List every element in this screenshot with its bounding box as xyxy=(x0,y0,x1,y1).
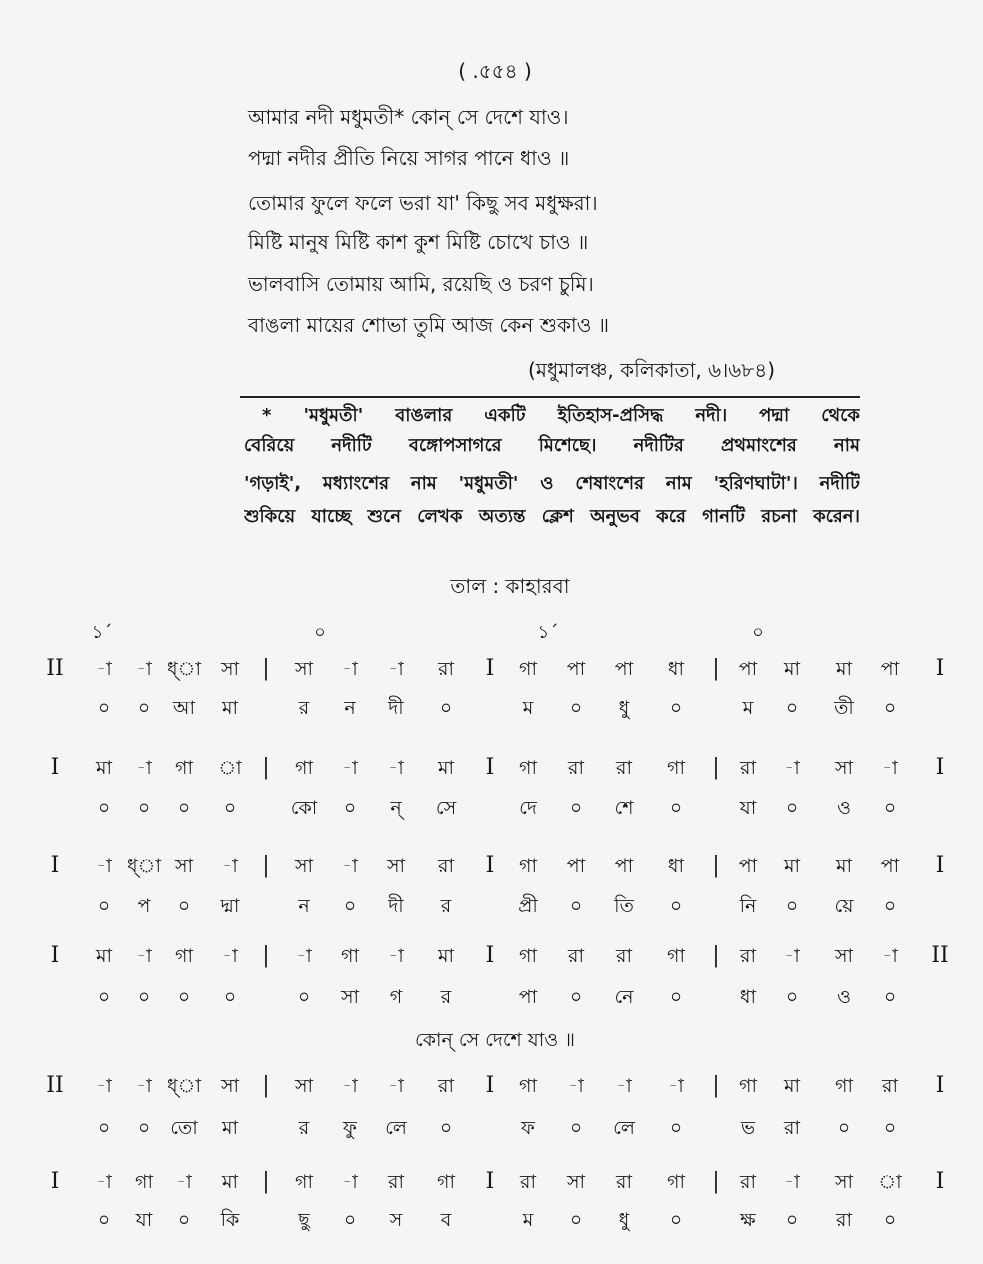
swara-note: রা xyxy=(740,945,756,967)
swara-note: া xyxy=(218,757,242,779)
swara-note: গা xyxy=(667,1171,685,1193)
lyric-syllable: ০ xyxy=(97,986,111,1008)
lyric-syllable: দ্মা xyxy=(220,895,240,917)
lyric-syllable: ০ xyxy=(569,697,583,719)
lyric-syllable: ০ xyxy=(97,1117,111,1139)
lyric-syllable: র xyxy=(298,1117,310,1139)
swara-note: রা xyxy=(740,757,756,779)
lyric-syllable: ধা xyxy=(739,986,757,1008)
lyric-syllable: র xyxy=(440,986,452,1008)
swara-note: মা xyxy=(835,658,853,680)
lyric-line: বাঙলা মায়ের শোভা তুমি আজ কেন শুকাও ॥ xyxy=(248,313,610,337)
bar-line: II xyxy=(46,656,64,681)
bar-line: I xyxy=(935,1169,945,1194)
swara-note: মা xyxy=(783,1075,801,1097)
bar-line: | xyxy=(262,1073,270,1098)
swara-note: -া xyxy=(296,945,312,967)
lyric-syllable: রা xyxy=(784,1117,800,1139)
bar-line: | xyxy=(712,755,720,780)
lyric-syllable: ০ xyxy=(97,797,111,819)
bar-line: | xyxy=(262,755,270,780)
bar-line: | xyxy=(262,853,270,878)
lyric-syllable: তি xyxy=(614,895,634,917)
lyric-syllable: ০ xyxy=(669,797,683,819)
lyric-syllable: তো xyxy=(170,1117,198,1139)
swara-note: গা xyxy=(295,757,313,779)
lyric-syllable: ০ xyxy=(569,895,583,917)
swara-note: রা xyxy=(438,1075,454,1097)
lyric-syllable: ধু xyxy=(618,697,630,719)
lyric-syllable: ফু xyxy=(343,1117,357,1139)
swara-note: সা xyxy=(220,1075,240,1097)
lyric-syllable: ন xyxy=(298,895,310,917)
lyric-syllable: ০ xyxy=(223,797,237,819)
lyric-syllable: ফ xyxy=(521,1117,535,1139)
lyric-syllable: পা xyxy=(518,986,538,1008)
swara-note: রা xyxy=(616,1171,632,1193)
swara-note: -া xyxy=(222,855,238,877)
lyric-syllable: ০ xyxy=(137,697,151,719)
swara-note: মা xyxy=(95,945,113,967)
swara-note: -া xyxy=(388,1075,404,1097)
bar-line: | xyxy=(712,1169,720,1194)
lyric-syllable: গ xyxy=(389,986,403,1008)
lyric-line: আমার নদী মধুমতী* কোন্ সে দেশে যাও। xyxy=(248,105,569,129)
swara-note: -া xyxy=(136,1075,152,1097)
lyric-syllable: ছু xyxy=(298,1209,310,1231)
lyric-syllable: ০ xyxy=(177,986,191,1008)
swara-note: -া xyxy=(668,1075,684,1097)
bar-line: | xyxy=(712,656,720,681)
swara-note: মা xyxy=(835,855,853,877)
lyric-line: তোমার ফুলে ফলে ভরা যা' কিছু সব মধুক্ষরা। xyxy=(248,191,598,215)
lyric-syllable: ০ xyxy=(137,797,151,819)
lyric-syllable: ০ xyxy=(97,697,111,719)
lyric-syllable: ০ xyxy=(669,986,683,1008)
swara-note: গা xyxy=(519,945,537,967)
swara-note: ধ্া xyxy=(167,658,201,680)
swara-note: গা xyxy=(667,757,685,779)
swara-note: -া xyxy=(96,658,112,680)
bar-line: I xyxy=(485,1073,495,1098)
bar-line: I xyxy=(935,1073,945,1098)
page-number: ( .৫৫৪ ) xyxy=(458,59,532,83)
swara-note: গা xyxy=(341,945,359,967)
lyric-syllable: মা xyxy=(221,1117,239,1139)
lyric-syllable: ০ xyxy=(883,986,897,1008)
swara-note: -া xyxy=(784,945,800,967)
footnote-line: বেরিয়ে নদীটি বঙ্গোপসাগরে মিশেছে। নদীটির প্রথমাংশের নাম xyxy=(244,435,860,456)
lyric-syllable: কি xyxy=(220,1209,240,1231)
lyric-syllable: ০ xyxy=(883,797,897,819)
swara-note: পা xyxy=(614,855,634,877)
swara-note: মা xyxy=(437,757,455,779)
tala-heading: তাল : কাহারবা xyxy=(450,574,570,598)
bar-line: I xyxy=(935,853,945,878)
lyric-syllable: লে xyxy=(385,1117,407,1139)
lyric-syllable: ০ xyxy=(883,1117,897,1139)
swara-note: -া xyxy=(342,1075,358,1097)
lyric-syllable: র xyxy=(440,895,452,917)
bar-line: I xyxy=(485,1169,495,1194)
swara-note: রা xyxy=(438,658,454,680)
swara-note: -া xyxy=(388,757,404,779)
lyric-syllable: যা xyxy=(739,797,757,819)
beat-marker: ০ xyxy=(314,622,326,643)
bar-line: | xyxy=(262,1169,270,1194)
lyric-syllable: দে xyxy=(519,797,537,819)
swara-note: গা xyxy=(519,855,537,877)
lyric-syllable: স xyxy=(389,1209,403,1231)
lyric-line: পদ্মা নদীর প্রীতি নিয়ে সাগর পানে ধাও ॥ xyxy=(248,146,570,170)
lyric-syllable: সা xyxy=(340,986,360,1008)
bar-line: | xyxy=(712,1073,720,1098)
lyric-syllable: যা xyxy=(135,1209,153,1231)
swara-note: সা xyxy=(566,1171,586,1193)
lyric-syllable: ০ xyxy=(97,895,111,917)
lyric-syllable: ন xyxy=(344,697,356,719)
swara-note: -া xyxy=(784,757,800,779)
swara-note: গা xyxy=(667,945,685,967)
lyric-syllable: শে xyxy=(614,797,634,819)
lyric-syllable: ০ xyxy=(137,1117,151,1139)
bar-line: I xyxy=(50,1169,60,1194)
footnote-line: শুকিয়ে যাচ্ছে শুনে লেখক অত্যন্ত ক্লেশ অনুভব করে গানটি রচনা করেন। xyxy=(244,506,860,527)
bar-line: II xyxy=(46,1073,64,1098)
swara-note: -া xyxy=(388,658,404,680)
swara-note: সা xyxy=(220,658,240,680)
lyric-syllable: ০ xyxy=(569,1117,583,1139)
bar-line: | xyxy=(262,943,270,968)
lyric-syllable: ০ xyxy=(669,697,683,719)
bar-line: I xyxy=(485,755,495,780)
bar-line: I xyxy=(485,656,495,681)
swara-note: পা xyxy=(738,855,758,877)
swara-note: সা xyxy=(174,855,194,877)
lyric-syllable: ০ xyxy=(137,986,151,1008)
lyric-line: ভালবাসি তোমায় আমি, রয়েছি ও চরণ চুমি। xyxy=(248,272,594,296)
lyric-syllable: প্রী xyxy=(518,895,538,917)
lyric-syllable: ০ xyxy=(883,697,897,719)
lyric-syllable: আ xyxy=(172,697,196,719)
swara-note: -া xyxy=(96,1171,112,1193)
swara-note: পা xyxy=(566,855,586,877)
lyric-syllable: দী xyxy=(388,697,404,719)
lyric-syllable: ০ xyxy=(343,895,357,917)
swara-note: রা xyxy=(438,855,454,877)
lyric-syllable: ০ xyxy=(785,986,799,1008)
bar-line: II xyxy=(931,943,949,968)
lyric-syllable: মা xyxy=(221,697,239,719)
refrain-line: কোন্ সে দেশে যাও ॥ xyxy=(414,1029,576,1051)
bar-line: I xyxy=(485,943,495,968)
lyric-syllable: ০ xyxy=(785,797,799,819)
swara-note: -া xyxy=(136,658,152,680)
swara-note: গা xyxy=(835,1075,853,1097)
lyric-syllable: কো xyxy=(290,797,318,819)
lyric-syllable: ০ xyxy=(785,895,799,917)
swara-note: পা xyxy=(880,855,900,877)
swara-note: সা xyxy=(834,757,854,779)
swara-note: ধ্া xyxy=(167,1075,201,1097)
lyric-syllable: ০ xyxy=(837,1117,851,1139)
swara-note: -া xyxy=(342,658,358,680)
lyric-syllable: ও xyxy=(837,986,851,1008)
lyric-syllable: দী xyxy=(388,895,404,917)
citation: (মধুমালঞ্চ, কলিকাতা, ৬।৬৮৪) xyxy=(528,358,775,382)
swara-note: -া xyxy=(96,1075,112,1097)
lyric-syllable: ০ xyxy=(223,986,237,1008)
lyric-syllable: ০ xyxy=(439,697,453,719)
swara-note: -া xyxy=(96,855,112,877)
lyric-syllable: ন্ xyxy=(390,797,402,819)
swara-note: পা xyxy=(880,658,900,680)
lyric-syllable: ০ xyxy=(669,895,683,917)
bar-line: | xyxy=(262,656,270,681)
footnote-divider xyxy=(240,396,860,398)
lyric-syllable: প xyxy=(137,895,151,917)
bar-line: I xyxy=(935,755,945,780)
lyric-syllable: ধু xyxy=(618,1209,630,1231)
swara-note: রা xyxy=(616,757,632,779)
lyric-syllable: তী xyxy=(834,697,854,719)
swara-note: রা xyxy=(568,757,584,779)
bar-line: I xyxy=(50,853,60,878)
lyric-syllable: ০ xyxy=(439,1117,453,1139)
swara-note: গা xyxy=(437,1171,455,1193)
lyric-syllable: ম xyxy=(742,697,754,719)
swara-note: -া xyxy=(616,1075,632,1097)
lyric-syllable: য়ে xyxy=(834,895,854,917)
swara-note: গা xyxy=(519,658,537,680)
swara-note: গা xyxy=(739,1075,757,1097)
lyric-syllable: ও xyxy=(837,797,851,819)
swara-note: মা xyxy=(221,1171,239,1193)
beat-marker: ১´ xyxy=(91,622,113,643)
swara-note: পা xyxy=(738,658,758,680)
beat-marker: ১´ xyxy=(537,622,559,643)
lyric-syllable: র xyxy=(298,697,310,719)
swara-note: রা xyxy=(882,1075,898,1097)
swara-note: -া xyxy=(342,1171,358,1193)
swara-note: -া xyxy=(222,945,238,967)
lyric-line: মিষ্টি মানুষ মিষ্টি কাশ কুশ মিষ্টি চোখে চাও ॥ xyxy=(248,230,589,254)
lyric-syllable: ০ xyxy=(177,1209,191,1231)
swara-note: রা xyxy=(520,1171,536,1193)
swara-note: ধা xyxy=(667,658,685,680)
lyric-syllable: ০ xyxy=(569,797,583,819)
lyric-syllable: ০ xyxy=(569,1209,583,1231)
swara-note: মা xyxy=(783,658,801,680)
swara-note: রা xyxy=(388,1171,404,1193)
lyric-syllable: ০ xyxy=(669,1209,683,1231)
lyric-syllable: ০ xyxy=(669,1117,683,1139)
swara-note: -া xyxy=(342,855,358,877)
footnote-line: 'গড়াই', মধ্যাংশের নাম 'মধুমতী' ও শেষাংশের নাম 'হরিণঘাটা'। নদীটি xyxy=(244,473,860,494)
footnote-line: * 'মধুমতী' বাঙলার একটি ইতিহাস-প্রসিদ্ধ নদী। পদ্মা থেকে xyxy=(262,405,860,426)
bar-line: I xyxy=(935,656,945,681)
swara-note: -া xyxy=(136,757,152,779)
swara-note: -া xyxy=(342,757,358,779)
lyric-syllable: ০ xyxy=(883,895,897,917)
swara-note: সা xyxy=(294,855,314,877)
lyric-syllable: ০ xyxy=(343,1209,357,1231)
swara-note: গা xyxy=(519,1075,537,1097)
swara-note: গা xyxy=(135,1171,153,1193)
lyric-syllable: ০ xyxy=(569,986,583,1008)
swara-note: রা xyxy=(568,945,584,967)
swara-note: ধা xyxy=(667,855,685,877)
swara-note: -া xyxy=(568,1075,584,1097)
swara-note: রা xyxy=(616,945,632,967)
lyric-syllable: ০ xyxy=(785,1209,799,1231)
bar-line: I xyxy=(50,755,60,780)
swara-note: গা xyxy=(519,757,537,779)
bar-line: I xyxy=(485,853,495,878)
lyric-syllable: ব xyxy=(440,1209,452,1231)
swara-note: মা xyxy=(437,945,455,967)
bar-line: I xyxy=(50,943,60,968)
lyric-syllable: ০ xyxy=(297,986,311,1008)
swara-note: মা xyxy=(95,757,113,779)
swara-note: সা xyxy=(834,945,854,967)
lyric-syllable: ০ xyxy=(343,797,357,819)
swara-note: পা xyxy=(566,658,586,680)
bar-line: | xyxy=(712,943,720,968)
beat-marker: ০ xyxy=(752,622,764,643)
bar-line: | xyxy=(712,853,720,878)
swara-note: মা xyxy=(783,855,801,877)
lyric-syllable: সে xyxy=(435,797,457,819)
swara-note: গা xyxy=(175,757,193,779)
lyric-syllable: নে xyxy=(614,986,634,1008)
swara-note: -া xyxy=(882,757,898,779)
lyric-syllable: ক্ষ xyxy=(740,1209,756,1231)
lyric-syllable: ০ xyxy=(177,797,191,819)
swara-note: া xyxy=(878,1171,902,1193)
lyric-syllable: ম xyxy=(522,1209,534,1231)
lyric-syllable: ম xyxy=(522,697,534,719)
swara-note: সা xyxy=(294,658,314,680)
swara-note: -া xyxy=(388,945,404,967)
swara-note: সা xyxy=(294,1075,314,1097)
swara-note: গা xyxy=(295,1171,313,1193)
swara-note: -া xyxy=(176,1171,192,1193)
lyric-syllable: ০ xyxy=(97,1209,111,1231)
lyric-syllable: ০ xyxy=(785,697,799,719)
lyric-syllable: ০ xyxy=(177,895,191,917)
swara-note: রা xyxy=(740,1171,756,1193)
swara-note: ধ্া xyxy=(127,855,161,877)
lyric-syllable: রা xyxy=(836,1209,852,1231)
lyric-syllable: নি xyxy=(739,895,757,917)
lyric-syllable: লে xyxy=(613,1117,635,1139)
swara-note: -া xyxy=(136,945,152,967)
swara-note: সা xyxy=(834,1171,854,1193)
lyric-syllable: ভ xyxy=(740,1117,756,1139)
swara-note: সা xyxy=(386,855,406,877)
swara-note: -া xyxy=(882,945,898,967)
swara-note: পা xyxy=(614,658,634,680)
swara-note: গা xyxy=(175,945,193,967)
lyric-syllable: ০ xyxy=(883,1209,897,1231)
swara-note: -া xyxy=(784,1171,800,1193)
